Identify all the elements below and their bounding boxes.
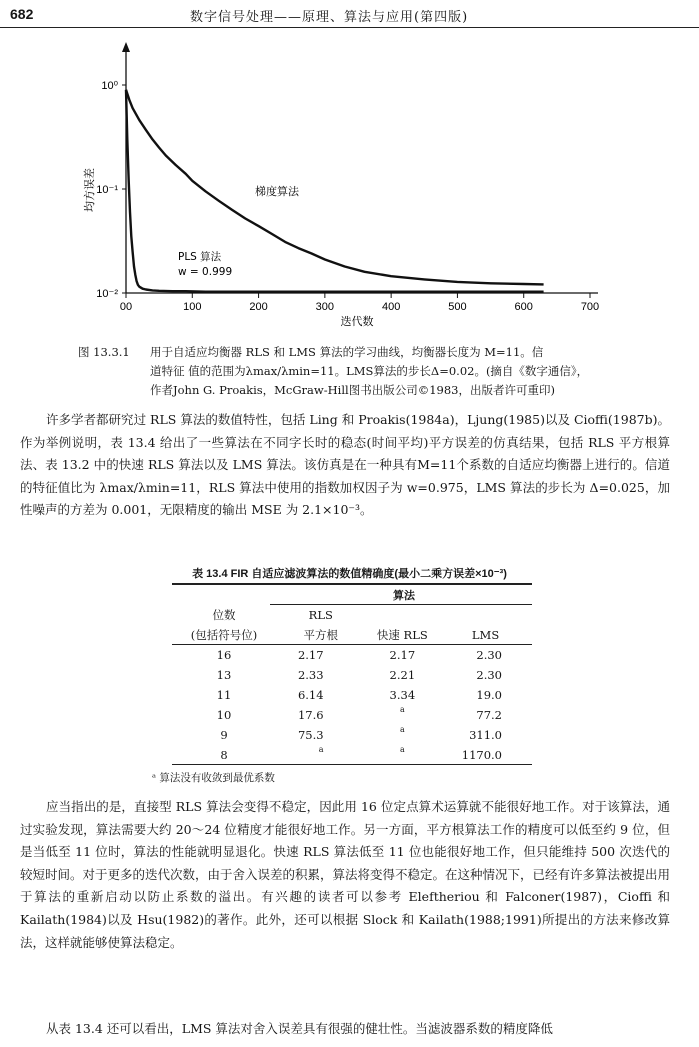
table-header-row-1	[172, 605, 532, 625]
table-title: 表 13.4 FIR 自适应滤波算法的数值精确度(最小二乘方误差×10⁻³)	[192, 568, 507, 580]
x-tick-label: 100	[183, 301, 202, 313]
group-header: 算法	[393, 590, 415, 602]
table-group-row	[172, 585, 532, 605]
table-footnote: ᵃ 算法没有收敛到最优系数	[152, 772, 275, 784]
cell-lms: 2.30	[476, 668, 502, 682]
y-tick-label: 10⁻²	[96, 288, 118, 300]
cell-bits: 8	[220, 748, 228, 762]
table-header-row-2	[172, 625, 532, 645]
y-tick-label: 10⁰	[101, 80, 118, 92]
cell-lms: 19.0	[476, 688, 502, 702]
caption-label: 图 13.3.1	[78, 345, 130, 359]
cell-rls: a	[318, 745, 324, 754]
caption-line-1	[78, 343, 638, 362]
paragraph-1: 许多学者都研究过 RLS 算法的数值特性，包括 Ling 和 Proakis(1984a)，Ljung(1985)以及 Cioffi(1987b)。作为举例说明，表 13.4 给出了一些算法在不同字长时的稳态(时间平均)平方误差的仿真结果，包括 RLS 平方根算法、表 13.2 中的快速 RLS 算法以及 LMS 算法。该仿真是在一种具有M=11个系数的自适应均衡器上进行的。信道的特征值比为 λmax/λmin=11，RLS 算法中使用的指数加权因子为 w=0.975，LMS 算法的步长为 Δ=0.025，加性噪声的方差为 0.001，无限精度的输出 MSE 为 2.1×10⁻³。	[20, 412, 670, 518]
x-tick-label: 700	[580, 301, 600, 313]
learning-curve-chart	[0, 40, 699, 340]
col-lms-header: LMS	[471, 628, 500, 642]
caption-line-3: 作者John G. Proakis，McGraw-Hill图书出版公司©1983，出版者许可重印)	[150, 383, 555, 397]
x-tick-label: 400	[381, 301, 401, 313]
col-rls-header-2: 平方根	[303, 628, 339, 642]
x-ticks	[120, 293, 599, 313]
cell-bits: 11	[216, 688, 232, 702]
cell-fast: 2.21	[389, 668, 416, 682]
rls-param: w = 0.999	[178, 266, 233, 278]
cell-lms: 2.30	[476, 648, 502, 662]
col-fast-header: 快速 RLS	[376, 628, 428, 642]
cell-rls: 2.17	[297, 648, 324, 662]
cell-lms: 311.0	[469, 728, 502, 742]
table-row	[172, 745, 532, 765]
x-tick-label: 500	[448, 301, 467, 313]
x-axis-label: 迭代数	[340, 315, 374, 328]
y-ticks	[96, 80, 126, 300]
cell-bits: 10	[216, 708, 232, 722]
cell-bits: 9	[220, 728, 228, 742]
table-row	[172, 665, 532, 685]
cell-lms: 1170.0	[461, 748, 502, 762]
paragraph-3: 从表 13.4 还可以看出，LMS 算法对舍入误差具有很强的健壮性。当滤波器系数的精度降低	[46, 1021, 553, 1036]
gradient-label: 梯度算法	[255, 185, 299, 198]
table-row	[172, 645, 532, 665]
page-number: 682	[10, 6, 34, 22]
cell-rls: 6.14	[297, 688, 324, 702]
cell-fast: 3.34	[389, 688, 416, 702]
col-rls-header-1: RLS	[308, 608, 333, 622]
cell-fast: a	[399, 705, 405, 714]
cell-fast: a	[399, 725, 405, 734]
x-tick-label: 00	[119, 301, 133, 313]
x-tick-label: 600	[514, 301, 533, 313]
cell-lms: 77.2	[476, 708, 502, 722]
cell-bits: 13	[216, 668, 232, 682]
cell-fast: a	[399, 745, 405, 754]
figure-caption	[78, 343, 638, 400]
caption-line-2: 道特征 值的范围为λmax/λmin=11。LMS算法的步长Δ=0.02。(摘自《数字通信》，	[150, 364, 589, 378]
x-tick-label: 300	[315, 301, 335, 313]
header-rule	[0, 27, 699, 28]
running-header-title: 数字信号处理——原理、算法与应用(第四版)	[190, 10, 469, 25]
col-bits-sub-header: (包括符号位)	[190, 628, 258, 642]
y-tick-label: 10⁻¹	[96, 184, 118, 196]
y-axis-label: 均方误差	[83, 168, 96, 212]
cell-rls: 2.33	[297, 668, 324, 682]
caption-text-1: 用于自适应均衡器 RLS 和 LMS 算法的学习曲线，均衡器长度为 M=11。信	[150, 345, 544, 359]
rls-label: PLS 算法	[178, 251, 222, 263]
cell-rls: 75.3	[297, 728, 324, 742]
y-axis-arrow	[122, 42, 130, 52]
table-row	[172, 685, 532, 705]
col-bits-header: 位数	[212, 608, 236, 622]
paragraph-2: 应当指出的是，直接型 RLS 算法会变得不稳定，因此用 16 位定点算术运算就不能很好地工作。对于该算法，通过实验发现，算法需要大约 20～24 位精度才能很好地工作。另一方面，平方根算法工作的精度可以低至约 9 位，但是当低至 11 位时，算法的性能就明显退化。快速 RLS 算法低至 11 位也能很好地工作，但只能维持 500 次迭代的较短时间。对于更多的迭代次数，由于舍入误差的积累，算法将变得不稳定。在这种情况下，已经有许多算法被提出用于算法的重新启动以防止系数的溢出。有兴趣的读者可以参考 Eleftheriou 和 Falconer(1987)，Cioffi 和 Kailath(1984)以及 Hsu(1982)的著作。此外，还可以根据 Slock 和 Kailath(1988;1991)所提出的方法来修改算法，这样就能够使算法稳定。	[20, 799, 671, 950]
cell-bits: 16	[216, 648, 232, 662]
table-row	[172, 705, 532, 725]
table-row	[172, 725, 532, 745]
cell-fast: 2.17	[389, 648, 416, 662]
cell-rls: 17.6	[297, 708, 324, 722]
accuracy-table	[172, 585, 532, 765]
x-tick-label: 200	[249, 301, 268, 313]
